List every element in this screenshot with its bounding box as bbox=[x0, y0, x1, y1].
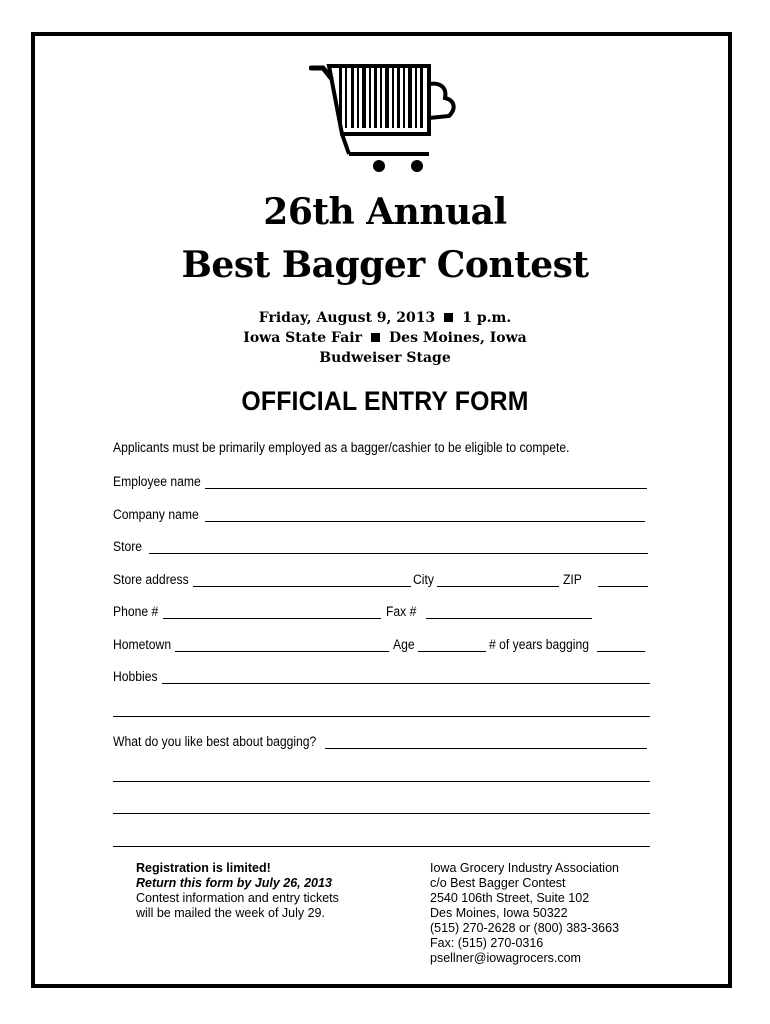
address-fax: Fax: (515) 270-0316 bbox=[430, 936, 544, 950]
age-label: Age bbox=[393, 637, 415, 652]
return-deadline-text: Return this form by July 26, 2013 bbox=[136, 876, 332, 890]
hobbies-row bbox=[113, 668, 651, 686]
fax-field[interactable] bbox=[426, 618, 592, 619]
years-bagging-field[interactable] bbox=[597, 651, 645, 652]
employee-name-label: Employee name bbox=[113, 474, 201, 489]
phone-label: Phone # bbox=[113, 604, 159, 619]
like-best-field-line-3[interactable] bbox=[113, 813, 650, 814]
event-location bbox=[0, 328, 770, 348]
form-title: OFFICIAL ENTRY FORM bbox=[241, 386, 529, 416]
bullet-square-icon bbox=[371, 333, 380, 342]
company-name-field[interactable] bbox=[205, 521, 645, 522]
event-city: Des Moines, Iowa bbox=[389, 330, 527, 346]
address-care-of: c/o Best Bagger Contest bbox=[430, 876, 566, 890]
event-date-time bbox=[0, 308, 770, 328]
like-best-row-2 bbox=[113, 766, 651, 784]
store-row bbox=[113, 538, 649, 556]
store-address-label: Store address bbox=[113, 572, 189, 587]
hometown-label: Hometown bbox=[113, 637, 172, 652]
hobbies-field-line-2[interactable] bbox=[113, 716, 650, 717]
hobbies-label: Hobbies bbox=[113, 669, 158, 684]
age-field[interactable] bbox=[418, 651, 486, 652]
employee-name-row bbox=[113, 473, 648, 491]
like-best-field[interactable] bbox=[325, 748, 647, 749]
contest-info-text-1: Contest information and entry tickets bbox=[136, 891, 339, 905]
hometown-field[interactable] bbox=[175, 651, 389, 652]
address-org: Iowa Grocery Industry Association bbox=[430, 861, 619, 875]
company-name-label: Company name bbox=[113, 507, 199, 522]
fax-label: Fax # bbox=[386, 604, 417, 619]
bullet-square-icon bbox=[444, 313, 453, 322]
address-phone: (515) 270-2628 or (800) 383-3663 bbox=[430, 921, 620, 935]
address-street: 2540 106th Street, Suite 102 bbox=[430, 891, 590, 905]
event-time: 1 p.m. bbox=[462, 310, 512, 326]
city-label: City bbox=[413, 572, 434, 587]
like-best-row bbox=[113, 733, 651, 751]
hobbies-field[interactable] bbox=[162, 683, 650, 684]
hometown-row bbox=[113, 636, 649, 654]
event-venue: Iowa State Fair bbox=[243, 330, 363, 346]
event-stage: Budweiser Stage bbox=[319, 350, 451, 366]
contest-info-text-2: will be mailed the week of July 29. bbox=[136, 906, 325, 920]
store-address-field[interactable] bbox=[193, 586, 411, 587]
registration-limited-text: Registration is limited! bbox=[136, 861, 271, 875]
mailing-address bbox=[430, 861, 619, 966]
title-line-1: 26th Annual bbox=[263, 191, 507, 233]
address-city: Des Moines, Iowa 50322 bbox=[430, 906, 568, 920]
event-date: Friday, August 9, 2013 bbox=[258, 310, 436, 326]
like-best-field-line-2[interactable] bbox=[113, 781, 650, 782]
address-email[interactable]: psellner@iowagrocers.com bbox=[430, 951, 581, 965]
phone-field[interactable] bbox=[163, 618, 381, 619]
phone-fax-row bbox=[113, 603, 649, 621]
store-address-row bbox=[113, 571, 649, 589]
company-name-row bbox=[113, 506, 648, 524]
shopping-cart-logo-icon bbox=[309, 56, 465, 176]
employee-name-field[interactable] bbox=[205, 488, 647, 489]
hobbies-row-2 bbox=[113, 701, 651, 719]
like-best-row-4 bbox=[113, 831, 651, 849]
like-best-label: What do you like best about bagging? bbox=[113, 734, 317, 749]
zip-label: ZIP bbox=[563, 572, 582, 587]
registration-notes bbox=[136, 861, 339, 921]
store-label: Store bbox=[113, 539, 143, 554]
zip-field[interactable] bbox=[598, 586, 648, 587]
city-field[interactable] bbox=[437, 586, 559, 587]
title-line-2: Best Bagger Contest bbox=[181, 244, 589, 286]
store-field[interactable] bbox=[149, 553, 648, 554]
like-best-field-line-4[interactable] bbox=[113, 846, 650, 847]
like-best-row-3 bbox=[113, 798, 651, 816]
years-bagging-label: # of years bagging bbox=[489, 637, 589, 652]
eligibility-text: Applicants must be primarily employed as a bagger/cashier to be eligible to compete. bbox=[113, 440, 570, 455]
